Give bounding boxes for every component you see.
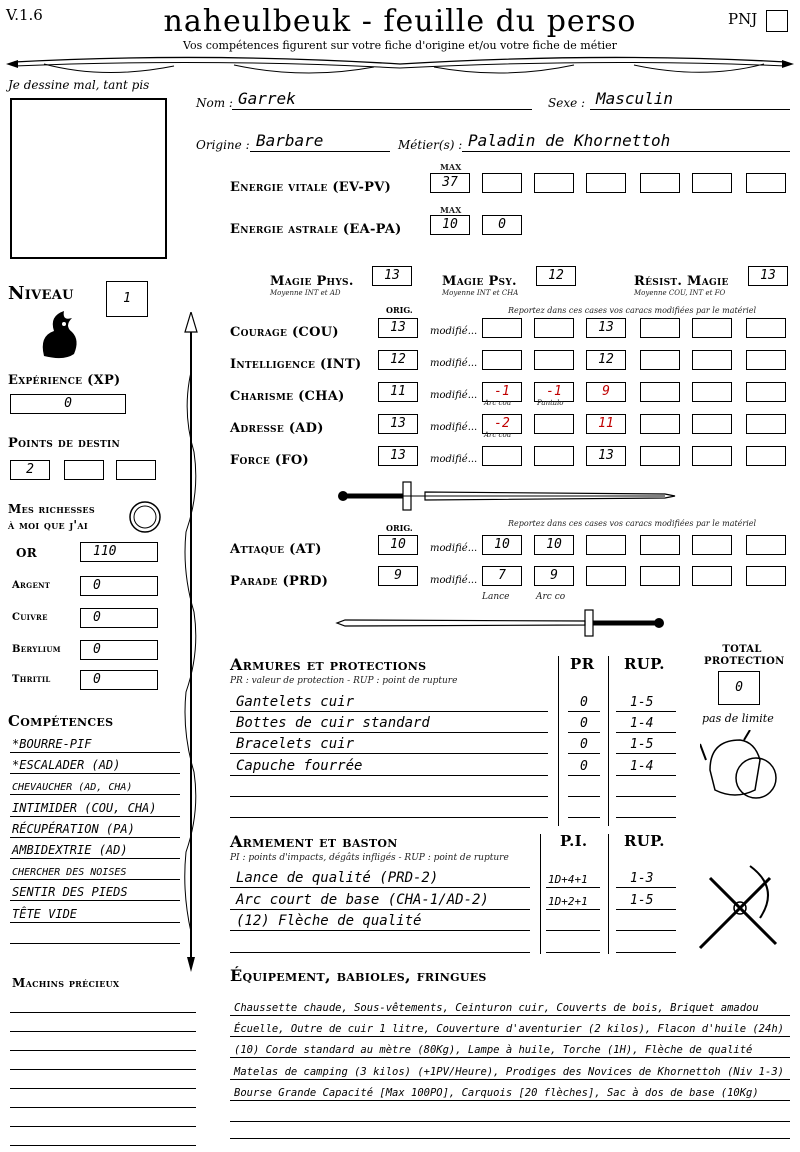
weapons-note: PI : points d'impacts, dégâts infligés - RUP : point de rupture [230, 853, 509, 863]
metier-field[interactable]: Paladin de Khornettoh [462, 132, 790, 152]
destin-box-1[interactable]: 2 [10, 460, 50, 480]
carac-mod-box[interactable] [534, 414, 574, 434]
pnj-label: PNJ [728, 10, 758, 28]
resist-magie-label: Résist. Magie [634, 274, 729, 289]
weapon-pi[interactable]: 1D+2+1 [546, 890, 600, 910]
carac-mod-box[interactable] [534, 446, 574, 466]
weapons-icon [690, 858, 786, 954]
machin-line[interactable] [10, 1050, 196, 1051]
cha-note-1: Arc cou [484, 399, 512, 407]
at-box-2[interactable]: 10 [534, 535, 574, 555]
carac-mod-box[interactable]: 11 [586, 414, 626, 434]
carac-mod-box[interactable] [640, 350, 680, 370]
carac-mod-box[interactable] [746, 382, 786, 402]
carac-mod-box[interactable]: -1 [534, 382, 574, 402]
prd-box-4[interactable] [640, 566, 680, 586]
carac-mod-box[interactable] [746, 318, 786, 338]
prd-box-6[interactable] [746, 566, 786, 586]
weapon-rup[interactable] [616, 933, 676, 953]
at-box-3[interactable] [586, 535, 626, 555]
carac-mod-box[interactable] [534, 318, 574, 338]
equipment-line[interactable] [230, 1102, 790, 1122]
sexe-label: Sexe : [548, 96, 586, 110]
coin-icon [128, 500, 162, 534]
armor-rup[interactable]: 1-5 [616, 692, 676, 712]
armor-pr[interactable] [568, 798, 600, 818]
carac-report-note: Reportez dans ces cases vos caracs modifiées par le matériel [508, 306, 757, 315]
ev-box-1[interactable] [482, 173, 522, 193]
carac-mod-box[interactable] [692, 414, 732, 434]
competence-row[interactable]: RÉCUPÉRATION (PA) [10, 818, 180, 838]
at-orig-box[interactable]: 10 [378, 535, 418, 555]
equipment-line[interactable]: Chaussette chaude, Sous-vêtements, Ceinturon cuir, Couverts de bois, Briquet amadou [230, 996, 790, 1016]
armor-title: Armures et protections [230, 655, 427, 674]
origine-field[interactable]: Barbare [250, 132, 390, 152]
ev-box-6[interactable] [746, 173, 786, 193]
at-modifie-label: modifié... [430, 543, 478, 554]
money-label: Berylium [12, 644, 61, 655]
carac-mod-box[interactable] [692, 382, 732, 402]
resist-magie-note: Moyenne COU, INT et FO [634, 289, 726, 297]
money-box[interactable]: 0 [80, 640, 158, 660]
weapon-pi[interactable] [546, 933, 600, 953]
carac-mod-box[interactable] [640, 318, 680, 338]
weapon-pi[interactable] [546, 911, 600, 931]
armor-pr-header: PR [570, 655, 595, 673]
weapon-rup[interactable]: 1-3 [616, 868, 676, 888]
competence-row[interactable]: CHERCHER DES NOISES [10, 860, 180, 880]
header-ornament [4, 50, 796, 80]
weapons-divider-1 [540, 834, 541, 954]
carac-mod-box[interactable] [640, 414, 680, 434]
helmet-shield-icon [700, 730, 780, 810]
competence-row[interactable]: *BOURRE-PIF [10, 733, 180, 753]
carac-orig-box[interactable]: 13 [378, 446, 418, 466]
destin-label: Points de destin [8, 436, 121, 451]
armor-rup-header: RUP. [624, 655, 665, 673]
magie-psy-note: Moyenne INT et CHA [442, 289, 519, 297]
equipment-title: Équipement, babioles, fringues [230, 966, 487, 985]
sword-divider-2 [335, 604, 685, 640]
equipment-line[interactable]: Écuelle, Outre de cuir 1 litre, Couverture d'aventurier (2 kilos), Flacon d'huile (24h) [230, 1017, 790, 1037]
carac-mod-box[interactable]: 12 [586, 350, 626, 370]
prd-modifie-label: modifié... [430, 575, 478, 586]
equipment-line[interactable]: Bourse Grande Capacité [Max 100PO], Carquois [20 flèches], Sac à dos de base (10Kg) [230, 1081, 790, 1101]
ea-max-box[interactable]: 10 [430, 215, 470, 235]
xp-label: Expérience (XP) [8, 373, 121, 388]
sword-divider-1 [335, 478, 685, 514]
magie-psy-box[interactable]: 12 [536, 266, 576, 286]
money-box[interactable]: 0 [80, 670, 158, 690]
origine-label: Origine : [196, 138, 250, 152]
weapon-name[interactable]: Lance de qualité (PRD-2) [230, 868, 530, 888]
at-box-1[interactable]: 10 [482, 535, 522, 555]
money-label: OR [16, 546, 38, 560]
equipment-line[interactable]: Matelas de camping (3 kilos) (+1PV/Heure), Prodiges des Novices de Khornettoh (Niv 1-3) [230, 1060, 790, 1080]
carac-mod-box[interactable] [746, 350, 786, 370]
machins-label: Machins précieux [12, 976, 120, 990]
carac-modifie-label: modifié... [430, 422, 478, 433]
armor-note: PR : valeur de protection - RUP : point de rupture [230, 676, 458, 686]
machin-line[interactable] [10, 1012, 196, 1013]
carac-mod-box[interactable] [746, 414, 786, 434]
competence-row[interactable]: TÊTE VIDE [10, 903, 180, 923]
money-label: Cuivre [12, 612, 48, 623]
competence-row[interactable]: INTIMIDER (COU, CHA) [10, 797, 180, 817]
money-box[interactable]: 0 [80, 608, 158, 628]
armor-rup[interactable]: 1-5 [616, 734, 676, 754]
carac-modifie-label: modifié... [430, 326, 478, 337]
machin-line[interactable] [10, 1088, 196, 1089]
weapon-rup[interactable] [616, 911, 676, 931]
nom-field[interactable]: Garrek [232, 90, 532, 110]
xp-box[interactable]: 0 [10, 394, 126, 414]
carac-mod-box[interactable]: 13 [586, 446, 626, 466]
weapon-name[interactable]: Arc court de base (CHA-1/AD-2) [230, 890, 530, 910]
carac-mod-box[interactable] [640, 382, 680, 402]
carac-mod-box[interactable]: -1 [482, 382, 522, 402]
competence-row[interactable]: CHEVAUCHER (AD, CHA) [10, 775, 180, 795]
metier-label: Métier(s) : [398, 138, 463, 152]
equipment-line[interactable]: (10) Corde standard au mètre (80Kg), Lampe à huile, Torche (1H), Flèche de qualité [230, 1038, 790, 1058]
carac-mod-box[interactable]: 9 [586, 382, 626, 402]
at-box-5[interactable] [692, 535, 732, 555]
weapons-divider-2 [608, 834, 609, 954]
carac-orig-box[interactable]: 13 [378, 318, 418, 338]
armor-pr[interactable]: 0 [568, 734, 600, 754]
combat-orig-label: ORIG. [386, 523, 413, 533]
carac-modifie-label: modifié... [430, 454, 478, 465]
resist-magie-box[interactable]: 13 [748, 266, 788, 286]
armor-name[interactable]: Gantelets cuir [230, 692, 548, 712]
sexe-field[interactable]: Masculin [590, 90, 790, 110]
total-protection-label: TOTAL PROTECTION [704, 644, 785, 667]
cha-note-2: Pantalo [537, 399, 564, 407]
armor-divider-1 [558, 656, 559, 826]
prd-box-3[interactable] [586, 566, 626, 586]
carac-mod-box[interactable]: 13 [586, 318, 626, 338]
ev-label: Energie vitale (EV-PV) [230, 180, 392, 195]
total-protection-box[interactable]: 0 [718, 671, 760, 705]
at-box-6[interactable] [746, 535, 786, 555]
carac-modifie-label: modifié... [430, 390, 478, 401]
armor-name[interactable]: Bottes de cuir standard [230, 713, 548, 733]
armor-rup[interactable] [616, 777, 676, 797]
niveau-label: Niveau [8, 283, 74, 304]
carac-mod-box[interactable] [534, 350, 574, 370]
spear-decoration [180, 312, 202, 972]
armor-name[interactable] [230, 777, 548, 797]
portrait-label: Je dessine mal, tant pis [8, 78, 150, 92]
dragon-icon [34, 306, 84, 362]
pnj-checkbox[interactable] [766, 10, 788, 32]
weapon-pi[interactable]: 1D+4+1 [546, 868, 600, 888]
carac-orig-box[interactable]: 13 [378, 414, 418, 434]
magie-phys-note: Moyenne INT et AD [270, 289, 341, 297]
destin-box-3[interactable] [116, 460, 156, 480]
at-label: Attaque (AT) [230, 542, 322, 557]
prd-note-2: Arc co [536, 592, 566, 602]
carac-modifie-label: modifié... [430, 358, 478, 369]
carac-mod-box[interactable] [640, 446, 680, 466]
carac-mod-box[interactable] [692, 446, 732, 466]
carac-mod-box[interactable] [692, 350, 732, 370]
ea-label: Energie astrale (EA-PA) [230, 222, 402, 237]
page-subtitle: Vos compétences figurent sur votre fiche d'origine et/ou votre fiche de métier [183, 39, 617, 52]
carac-label: Force (FO) [230, 453, 309, 468]
prd-orig-box[interactable]: 9 [378, 566, 418, 586]
armor-pr[interactable] [568, 777, 600, 797]
money-box[interactable]: 0 [80, 576, 158, 596]
page-title: naheulbeuk - feuille du perso [163, 4, 637, 39]
carac-mod-box[interactable]: -2 [482, 414, 522, 434]
nom-label: Nom : [196, 96, 233, 110]
magie-psy-label: Magie Psy. [442, 274, 517, 289]
weapons-rup-header: RUP. [624, 832, 665, 850]
weapons-title: Armement et baston [230, 832, 398, 851]
combat-report-note: Reportez dans ces cases vos caracs modifiées par le matériel [508, 519, 757, 528]
prd-label: Parade (PRD) [230, 574, 329, 589]
carac-label: Charisme (CHA) [230, 389, 345, 404]
carac-mod-box[interactable] [746, 446, 786, 466]
weapon-name[interactable] [230, 933, 530, 953]
money-label: Thritil [12, 674, 51, 685]
ev-box-2[interactable] [534, 173, 574, 193]
carac-mod-box[interactable] [482, 318, 522, 338]
carac-mod-box[interactable] [482, 446, 522, 466]
prd-box-5[interactable] [692, 566, 732, 586]
machin-line[interactable] [10, 1126, 196, 1127]
prd-note-1: Lance [482, 592, 510, 602]
richesses-label-1: Mes richesses [8, 502, 95, 516]
machin-line[interactable] [10, 1107, 196, 1108]
version-label: V.1.6 [6, 6, 43, 24]
armor-name[interactable]: Capuche fourrée [230, 756, 548, 776]
magie-phys-label: Magie Phys. [270, 274, 354, 289]
armor-pr[interactable]: 0 [568, 713, 600, 733]
ev-max-label: MAX [440, 162, 462, 172]
competence-row[interactable]: AMBIDEXTRIE (AD) [10, 839, 180, 859]
destin-box-2[interactable] [64, 460, 104, 480]
ev-box-4[interactable] [640, 173, 680, 193]
pas-de-limite-label: pas de limite [702, 712, 774, 725]
carac-label: Adresse (AD) [230, 421, 324, 436]
money-label: Argent [12, 580, 51, 591]
armor-pr[interactable]: 0 [568, 756, 600, 776]
ea-max-label: MAX [440, 205, 462, 215]
carac-mod-box[interactable] [692, 318, 732, 338]
machin-line[interactable] [10, 1145, 196, 1146]
carac-orig-label: ORIG. [386, 305, 413, 315]
machin-line[interactable] [10, 1069, 196, 1070]
competence-row[interactable]: *ESCALADER (AD) [10, 754, 180, 774]
competences-label: Compétences [8, 712, 114, 730]
armor-rup[interactable] [616, 798, 676, 818]
magie-phys-box[interactable]: 13 [372, 266, 412, 286]
ad-note-1: Arc cou [484, 431, 512, 439]
competence-row[interactable] [10, 924, 180, 944]
ev-box-5[interactable] [692, 173, 732, 193]
ev-max-box[interactable]: 37 [430, 173, 470, 193]
armor-divider-2 [608, 656, 609, 826]
at-box-4[interactable] [640, 535, 680, 555]
machin-line[interactable] [10, 1031, 196, 1032]
carac-orig-box[interactable]: 11 [378, 382, 418, 402]
prd-box-1[interactable]: 7 [482, 566, 522, 586]
niveau-box[interactable]: 1 [106, 281, 148, 317]
equipment-line[interactable] [230, 1138, 790, 1139]
portrait-frame[interactable] [10, 98, 167, 259]
carac-orig-box[interactable]: 12 [378, 350, 418, 370]
armor-name[interactable] [230, 798, 548, 818]
prd-box-2[interactable]: 9 [534, 566, 574, 586]
weapon-rup[interactable]: 1-5 [616, 890, 676, 910]
armor-pr[interactable]: 0 [568, 692, 600, 712]
competence-row[interactable]: SENTIR DES PIEDS [10, 881, 180, 901]
armor-rup[interactable]: 1-4 [616, 756, 676, 776]
weapon-name[interactable]: (12) Flèche de qualité [230, 911, 530, 931]
ev-box-3[interactable] [586, 173, 626, 193]
armor-name[interactable]: Bracelets cuir [230, 734, 548, 754]
weapons-pi-header: P.I. [560, 832, 588, 850]
richesses-label-2: à moi que j'ai [8, 518, 88, 532]
ea-current-box[interactable]: 0 [482, 215, 522, 235]
armor-rup[interactable]: 1-4 [616, 713, 676, 733]
money-box[interactable]: 110 [80, 542, 158, 562]
carac-label: Courage (COU) [230, 325, 339, 340]
carac-label: Intelligence (INT) [230, 357, 362, 372]
carac-mod-box[interactable] [482, 350, 522, 370]
